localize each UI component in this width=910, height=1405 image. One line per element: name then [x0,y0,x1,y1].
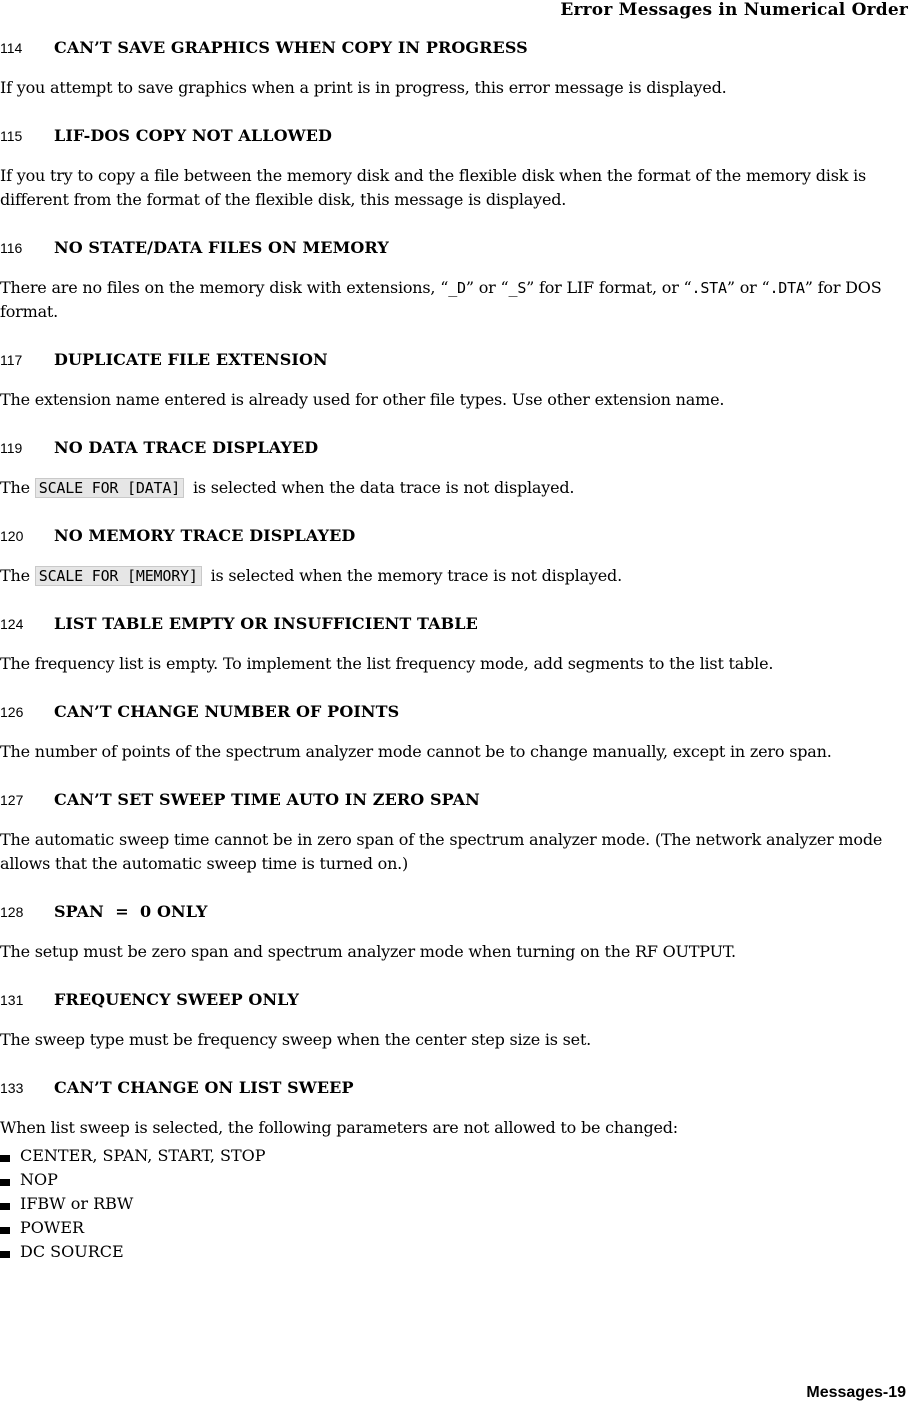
page-header: Error Messages in Numerical Order [560,0,908,20]
desc-text: ” for DOS format. [0,278,882,321]
list-item [0,1240,906,1264]
list-item [0,1216,906,1240]
error-entry-124 [0,612,906,676]
list-item [0,1144,906,1168]
error-code: 131 [0,992,24,1008]
error-code: 133 [0,1080,24,1096]
error-entry-117 [0,348,906,412]
error-description: If you try to copy a file between the memory disk and the flexible disk when the format of the memory disk is different from the format of the flexible disk, this message is displayed. [0,166,867,209]
error-entry-114 [0,36,906,100]
list-item [0,1192,906,1216]
list-item-text: IFBW or RBW [20,1194,134,1213]
error-code: 119 [0,440,23,456]
square-bullet-icon [0,1203,10,1210]
error-title: CAN’T SET SWEEP TIME AUTO IN ZERO SPAN [54,790,480,809]
file-extension: _S [508,279,527,297]
error-code: 114 [0,40,23,56]
entry-heading [0,436,906,460]
desc-text: ” for LIF format, or “ [526,278,692,297]
error-title: CAN’T CHANGE NUMBER OF POINTS [54,702,400,721]
error-entry-116 [0,236,906,324]
error-title: LIST TABLE EMPTY OR INSUFFICIENT TABLE [54,614,478,633]
desc-text: is selected when the memory trace is not displayed. [210,566,622,585]
error-entry-126 [0,700,906,764]
list-item-text: CENTER, SPAN, START, STOP [20,1146,266,1165]
error-description [0,564,906,588]
error-description: When list sweep is selected, the following parameters are not allowed to be changed: [0,1118,678,1137]
error-title: CAN’T CHANGE ON LIST SWEEP [54,1078,354,1097]
list-item-text: POWER [20,1218,85,1237]
square-bullet-icon [0,1155,10,1162]
file-extension: .STA [691,279,727,297]
entry-heading [0,900,906,924]
file-extension: _D [448,279,466,297]
entry-heading [0,124,906,148]
entry-heading [0,36,906,60]
error-title: FREQUENCY SWEEP ONLY [54,990,300,1009]
square-bullet-icon [0,1227,10,1234]
square-bullet-icon [0,1251,10,1258]
file-extension: .DTA [769,279,805,297]
error-code: 117 [0,352,23,368]
error-entry-127 [0,788,906,876]
error-title: NO STATE/DATA FILES ON MEMORY [54,238,389,257]
entry-heading [0,524,906,548]
error-entry-133 [0,1076,906,1264]
error-title: LIF-DOS COPY NOT ALLOWED [54,126,332,145]
error-description [0,276,906,324]
desc-text: The [0,478,30,497]
error-message-list [0,36,906,1264]
entry-heading [0,700,906,724]
page-number: Messages-19 [806,1384,906,1401]
desc-text: The [0,566,30,585]
desc-text: ” or “ [726,278,770,297]
list-item [0,1168,906,1192]
list-item-text: DC SOURCE [20,1242,124,1261]
error-code: 124 [0,616,24,632]
desc-text: is selected when the data trace is not displayed. [192,478,575,497]
error-title: SPAN = 0 ONLY [54,902,208,921]
softkey-scale-for-data: SCALE FOR [DATA] [35,478,184,498]
error-entry-120 [0,524,906,588]
error-code: 126 [0,704,24,720]
desc-text: There are no files on the memory disk with extensions, “ [0,278,449,297]
parameter-list [0,1144,906,1264]
square-bullet-icon [0,1179,10,1186]
error-description: The extension name entered is already used for other file types. Use other extension name. [0,390,725,409]
error-description: The automatic sweep time cannot be in zero span of the spectrum analyzer mode. (The network analyzer mode allows that the automatic sweep time is turned on.) [0,830,883,873]
error-description [0,476,906,500]
error-description: If you attempt to save graphics when a print is in progress, this error message is displayed. [0,78,727,97]
entry-heading [0,988,906,1012]
error-description: The number of points of the spectrum analyzer mode cannot be to change manually, except in zero span. [0,742,832,761]
list-item-text: NOP [20,1170,58,1189]
error-code: 120 [0,528,24,544]
error-entry-128 [0,900,906,964]
error-code: 115 [0,128,23,144]
error-code: 127 [0,792,24,808]
error-description: The setup must be zero span and spectrum analyzer mode when turning on the RF OUTPUT. [0,942,736,961]
error-entry-115 [0,124,906,212]
error-entry-131 [0,988,906,1052]
error-title: NO MEMORY TRACE DISPLAYED [54,526,356,545]
entry-heading [0,612,906,636]
entry-heading [0,236,906,260]
error-title: CAN’T SAVE GRAPHICS WHEN COPY IN PROGRESS [54,38,528,57]
error-description: The sweep type must be frequency sweep when the center step size is set. [0,1030,592,1049]
error-entry-119 [0,436,906,500]
entry-heading [0,1076,906,1100]
error-code: 116 [0,240,23,256]
softkey-scale-for-memory: SCALE FOR [MEMORY] [35,566,202,586]
error-title: DUPLICATE FILE EXTENSION [54,350,328,369]
error-code: 128 [0,904,24,920]
error-title: NO DATA TRACE DISPLAYED [54,438,319,457]
entry-heading [0,788,906,812]
desc-text: ” or “ [465,278,509,297]
entry-heading [0,348,906,372]
error-description: The frequency list is empty. To implement the list frequency mode, add segments to the list table. [0,654,774,673]
